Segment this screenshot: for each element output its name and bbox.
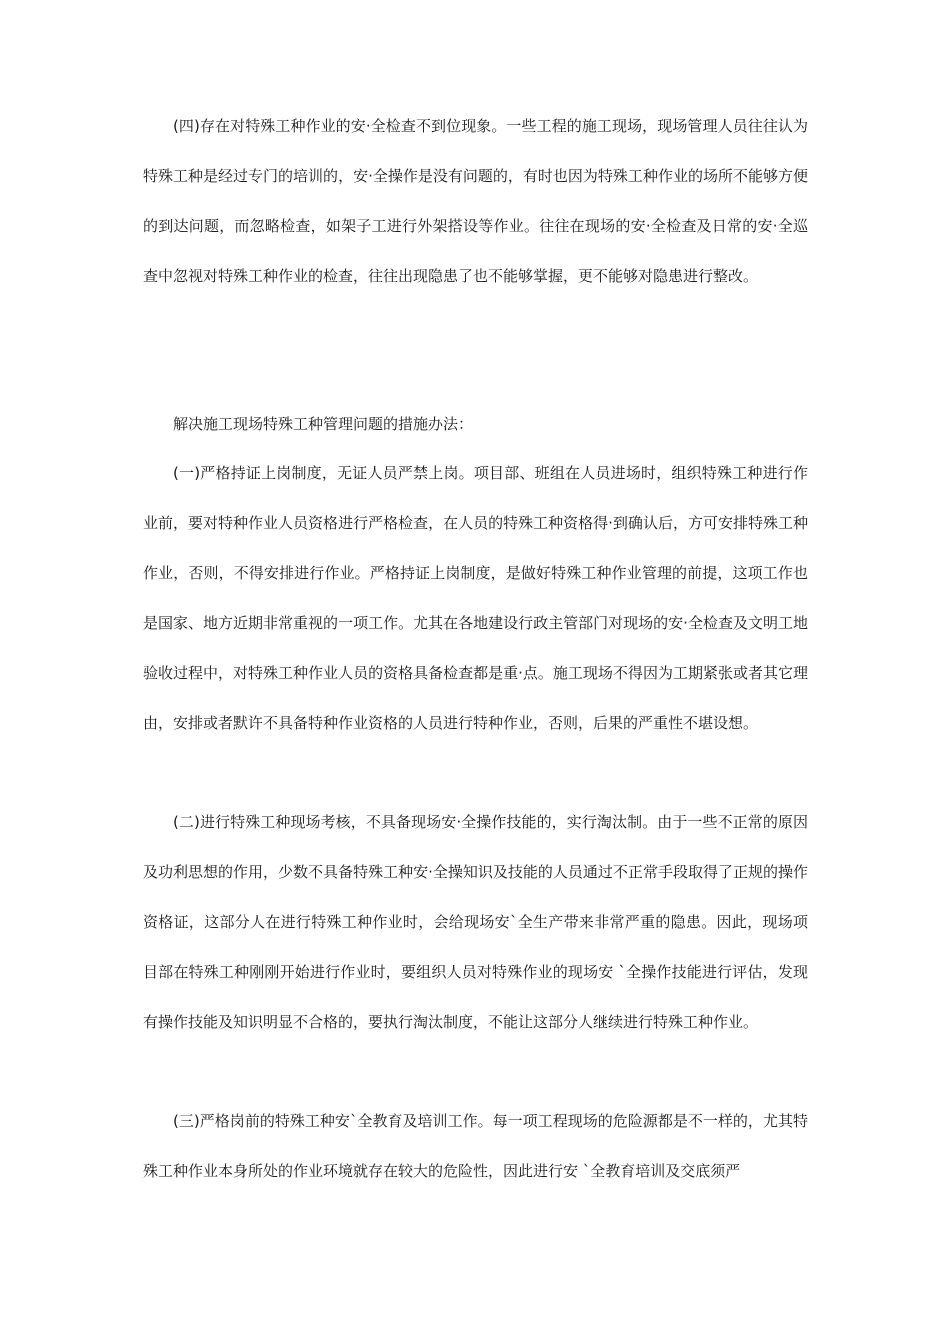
paragraph-measure-3: (三)严格岗前的特殊工种安`全教育及培训工作。每一项工程现场的危险源都是不一样的，尤其特殊工种作业本身所处的作业环境就存在较大的危险性，因此进行安 `全教育培训及交底须严	[143, 1112, 808, 1180]
paragraph-measures-heading: 解决施工现场特殊工种管理问题的措施办法：	[173, 415, 474, 433]
paragraph-measure-2: (二)进行特殊工种现场考核，不具备现场安·全操作技能的，实行淘汰制。由于一些不正常的原因及功利思想的作用，少数不具备特殊工种安·全操知识及技能的人员通过不正常手段取得了正规的操作资格证，这部分人在进行特殊工种作业时，会给现场安`全生产带来非常严重的隐患。因此，现场项目部在特殊工种刚刚开始进行作业时，要组织人员对特殊作业的现场安 `全操作技能进行评估，发现有操作技能及知识明显不合格的，要执行淘汰制度，不能让这部分人继续进行特殊工种作业。	[143, 813, 808, 1031]
paragraph-measure-1: (一)严格持证上岗制度，无证人员严禁上岗。项目部、班组在人员进场时，组织特殊工种进行作业前，要对特种作业人员资格进行严格检查，在人员的特殊工种资格得·到确认后，方可安排特殊工种作业，否则，不得安排进行作业。严格持证上岗制度，是做好特殊工种作业管理的前提，这项工作也是国家、地方近期非常重视的一项工作。尤其在各地建设行政主管部门对现场的安·全检查及文明工地验收过程中，对特殊工种作业人员的资格具备检查都是重·点。施工现场不得因为工期紧张或者其它理由，安排或者默许不具备特种作业资格的人员进行特种作业，否则，后果的严重性不堪设想。	[143, 464, 808, 732]
paragraph-inspection-issue: (四)存在对特殊工种作业的安·全检查不到位现象。一些工程的施工现场，现场管理人员往往认为特殊工种是经过专门的培训的，安·全操作是没有问题的，有时也因为特殊工种作业的场所不能够方便的到达问题，而忽略检查，如架子工进行外架搭设等作业。往往在现场的安·全检查及日常的安·全巡查中忽视对特殊工种作业的检查，往往出现隐患了也不能够掌握，更不能够对隐患进行整改。	[143, 117, 808, 285]
